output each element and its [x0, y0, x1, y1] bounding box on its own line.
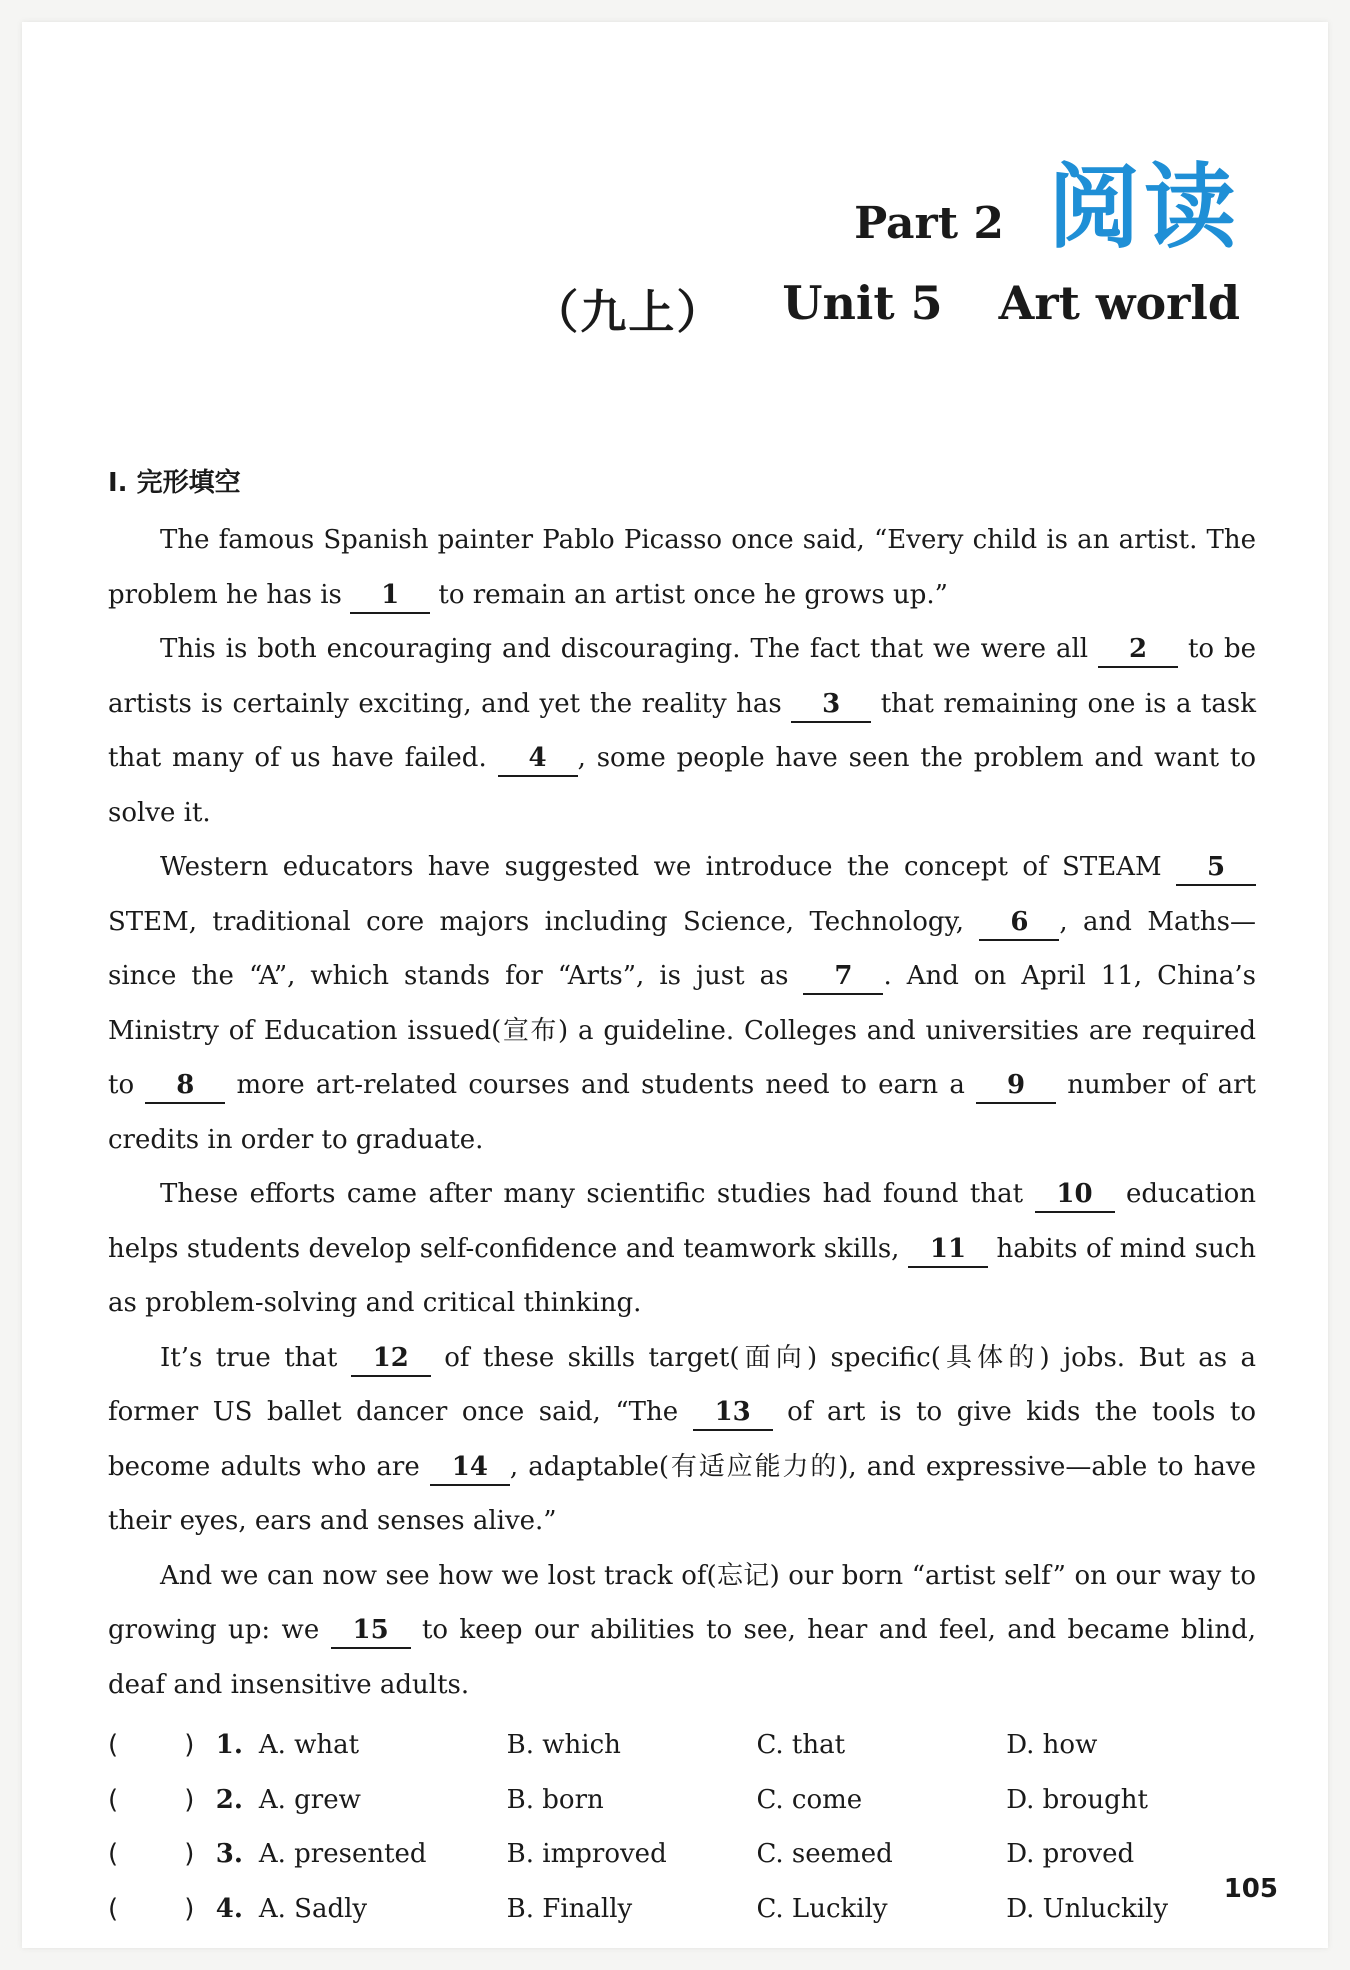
answer-bracket[interactable]: ( ): [108, 1784, 195, 1815]
blank-14[interactable]: 14: [430, 1450, 510, 1486]
passage-text: of these skills target(面向) specific(具体的) jobs. But as a former US ballet dancer once said, “The: [108, 1342, 1256, 1427]
passage-text: more art-related courses and students need to earn a: [225, 1070, 977, 1100]
answer-bracket[interactable]: ( ): [108, 1893, 195, 1924]
unit-label: Unit 5: [782, 276, 943, 330]
passage-paragraph: [108, 1331, 1256, 1549]
passage-text: , some people have seen the problem and want to solve it.: [108, 743, 1256, 828]
option-c: C. that: [756, 1730, 846, 1761]
passage-text: This is both encouraging and discouraging. The fact that we were all: [160, 634, 1099, 664]
option-d: D. Unluckily: [1006, 1893, 1169, 1924]
question-row: [108, 1882, 1256, 1937]
blank-6[interactable]: 6: [979, 905, 1059, 941]
blank-4[interactable]: 4: [498, 741, 578, 777]
grade-label: （九上）: [532, 285, 725, 339]
option-d: D. proved: [1006, 1839, 1135, 1870]
passage-text: habits of mind such as problem-solving and critical thinking.: [108, 1233, 1256, 1318]
passage-paragraph: [108, 622, 1256, 840]
passage-paragraph: [108, 840, 1256, 1167]
option-c: C. seemed: [756, 1839, 893, 1870]
passage-text: And we can now see how we lost track of(忘记) our born “artist self” on our way to growing up: we: [108, 1560, 1256, 1645]
option-a: A. what: [258, 1730, 360, 1761]
passage-paragraph: [108, 1167, 1256, 1331]
blank-10[interactable]: 10: [1035, 1177, 1115, 1213]
blank-15[interactable]: 15: [331, 1613, 411, 1649]
blank-3[interactable]: 3: [791, 687, 871, 723]
passage-text: to keep our abilities to see, hear and feel, and became blind, deaf and insensitive adults.: [108, 1615, 1256, 1700]
option-d: D. how: [1006, 1730, 1098, 1761]
passage-text: , and Maths—since the “A”, which stands for “Arts”, is just as: [108, 906, 1257, 991]
option-c: C. come: [756, 1784, 863, 1815]
blank-9[interactable]: 9: [976, 1068, 1056, 1104]
passage-paragraph: [108, 513, 1256, 622]
part-title: 阅读: [1047, 154, 1240, 261]
blank-12[interactable]: 12: [351, 1341, 431, 1377]
passage-text: of art is to give kids the tools to become adults who are: [108, 1397, 1257, 1482]
question-number: 4.: [215, 1893, 243, 1924]
option-a: A. Sadly: [258, 1893, 368, 1924]
page: [22, 22, 1328, 1948]
passage-text: number of art credits in order to graduate.: [108, 1070, 1256, 1155]
question-number: 1.: [215, 1730, 243, 1761]
question-options: [108, 1718, 1256, 1936]
passage-text: that remaining one is a task that many of us have failed.: [108, 688, 1256, 773]
answer-bracket[interactable]: ( ): [108, 1730, 195, 1761]
option-b: B. born: [506, 1784, 604, 1815]
cloze-passage: [108, 513, 1256, 1712]
part-label: Part 2: [854, 197, 1004, 249]
option-d: D. brought: [1006, 1784, 1148, 1815]
answer-bracket[interactable]: ( ): [108, 1839, 195, 1870]
blank-1[interactable]: 1: [350, 578, 430, 614]
option-a: A. grew: [258, 1784, 361, 1815]
question-number: 3.: [215, 1839, 243, 1870]
passage-text: Western educators have suggested we introduce the concept of STEAM: [160, 852, 1176, 882]
blank-11[interactable]: 11: [908, 1232, 988, 1268]
passage-text: It’s true that: [160, 1342, 351, 1373]
question-row: [108, 1718, 1256, 1773]
question-row: [108, 1827, 1256, 1882]
passage-paragraph: [108, 1549, 1256, 1713]
blank-13[interactable]: 13: [693, 1395, 773, 1431]
passage-text: These efforts came after many scientific studies had found that: [160, 1179, 1035, 1209]
passage-text: to remain an artist once he grows up.”: [430, 579, 948, 610]
question-row: [108, 1773, 1256, 1828]
option-b: B. improved: [506, 1839, 667, 1870]
main-content: [108, 462, 1256, 1936]
passage-text: The famous Spanish painter Pablo Picasso once said, “Every child is an artist. The problem he has is: [108, 525, 1256, 610]
header-line-part: [532, 154, 1240, 261]
option-b: B. Finally: [506, 1893, 633, 1924]
blank-8[interactable]: 8: [145, 1068, 225, 1104]
blank-7[interactable]: 7: [803, 959, 883, 995]
blank-2[interactable]: 2: [1098, 632, 1178, 668]
passage-text: . And on April 11, China’s Ministry of Education issued(宣布) a guideline. Colleges and universities are required to: [108, 961, 1256, 1100]
option-b: B. which: [506, 1730, 621, 1761]
header-line-unit: [532, 276, 1240, 342]
passage-text: , adaptable(有适应能力的), and expressive—able to have their eyes, ears and senses alive.”: [108, 1451, 1257, 1536]
passage-text: education helps students develop self-confidence and teamwork skills,: [108, 1179, 1256, 1264]
unit-title: Art world: [998, 276, 1240, 330]
option-a: A. presented: [258, 1839, 427, 1870]
option-c: C. Luckily: [756, 1893, 888, 1924]
section-title: Ⅰ. 完形填空: [108, 468, 241, 498]
question-number: 2.: [215, 1784, 243, 1815]
passage-text: STEM, traditional core majors including Science, Technology,: [108, 906, 980, 937]
blank-5[interactable]: 5: [1176, 850, 1256, 886]
passage-text: to be artists is certainly exciting, and yet the reality has: [108, 634, 1256, 719]
page-header: [532, 154, 1240, 342]
page-number: 105: [1223, 1874, 1278, 1904]
